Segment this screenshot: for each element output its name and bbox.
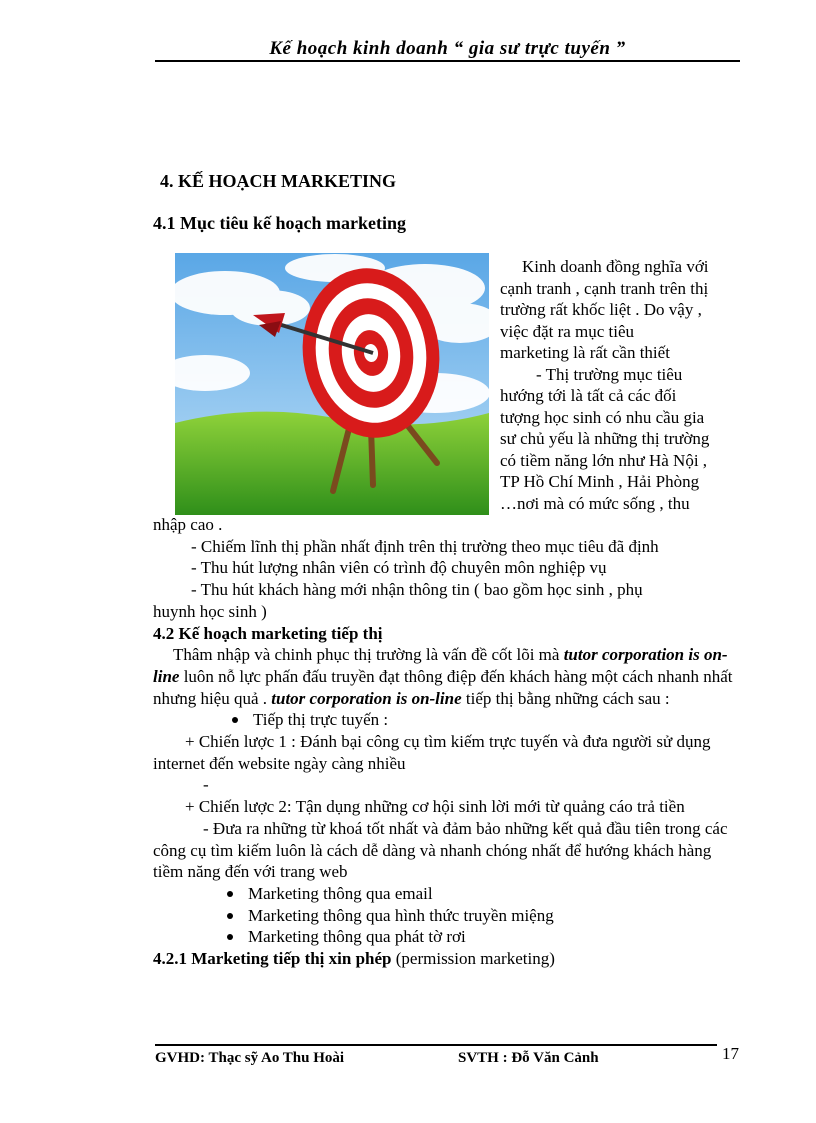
goal-market-share: - Chiếm lĩnh thị phần nhất định trên thị trường theo mục tiêu đã định [191, 536, 659, 556]
intro-line: việc đặt ra mục tiêu [500, 321, 635, 341]
body-text [153, 514, 738, 970]
list-item: Marketing thông qua phát tờ rơi [153, 926, 738, 948]
goal-staff: - Thu hút lượng nhân viên có trình độ chuyên môn nghiệp vụ [191, 558, 607, 578]
footer-student: SVTH : Đỗ Văn Cảnh [458, 1050, 599, 1066]
keywords-paragraph: - Đưa ra những từ khoá tốt nhất và đảm bảo những kết quả đầu tiên trong các công cụ tìm kiếm luôn là cách dễ dàng và nhanh chóng nhất để hướng khách hàng tiềm năng đến với trang web [153, 818, 728, 882]
brand-name: tutor corporation is on-line [271, 688, 462, 708]
intro-line: trường rất khốc liệt . Do vậy , [500, 300, 702, 319]
list-item: Marketing thông qua email [153, 883, 738, 905]
page-number: 17 [722, 1044, 739, 1063]
list-item: Tiếp thị trực tuyến : [153, 709, 738, 731]
intro-line: hướng tới là tất cả các đối [500, 386, 677, 405]
intro-line: sư chủ yếu là những thị trường [500, 429, 710, 448]
bullet-icon [232, 717, 238, 723]
bullet-icon [227, 934, 233, 940]
online-marketing-bullet [153, 709, 738, 731]
intro-line: marketing là rất cần thiết [500, 343, 670, 362]
marketing-channels-list [153, 883, 738, 948]
list-item: Marketing thông qua hình thức truyền miệng [153, 905, 738, 927]
intro-line: Kinh doanh đồng nghĩa với [522, 257, 709, 276]
intro-line: …nơi mà có mức sống , thu [500, 493, 690, 513]
section-title: 4. KẾ HOẠCH MARKETING [160, 171, 397, 191]
subsection-title-4-1: 4.1 Mục tiêu kế hoạch marketing [153, 213, 406, 233]
goal-customers-cont: huynh học sinh ) [153, 601, 267, 621]
intro-paragraph [500, 256, 740, 514]
subsection-title-4-2-1: 4.2.1 Marketing tiếp thị xin phép (permission marketing) [153, 949, 555, 969]
dash-line: - [203, 775, 209, 795]
bullet-icon [227, 891, 233, 897]
header-title: Kế hoạch kinh doanh “ gia sư trực tuyến ” [269, 38, 626, 59]
footer-supervisor: GVHD: Thạc sỹ Ao Thu Hoài [155, 1050, 345, 1066]
intro-line: TP Hồ Chí Minh , Hải Phòng [500, 472, 700, 491]
target-illustration [175, 253, 489, 515]
brand-name: tutor corporation is on-line [153, 645, 728, 686]
intro-line: có tiềm năng lớn như Hà Nội , [500, 450, 708, 470]
intro-line: - Thị trường mục tiêu [536, 364, 683, 384]
subsection-title-4-2: 4.2 Kế hoạch marketing tiếp thị [153, 623, 383, 643]
intro-line: cạnh tranh , cạnh tranh trên thị [500, 278, 709, 298]
body-line: nhập cao . [153, 515, 223, 534]
strategy-1: + Chiến lược 1 : Đánh bại công cụ tìm kiếm trực tuyến và đưa người sử dụng internet đến website ngày càng nhiều [153, 732, 711, 773]
bullet-icon [227, 913, 233, 919]
footer-rule [155, 1044, 717, 1046]
goal-customers: - Thu hút khách hàng mới nhận thông tin ( bao gồm học sinh , phụ [191, 580, 643, 600]
marketing-paragraph: Thâm nhập và chinh phục thị trường là vấn đề cốt lõi mà tutor corporation is on-line luôn nỗ lực phấn đấu truyền đạt thông điệp đến khách hàng một cách nhanh nhất nhưng hiệu quả . tutor corporation is on-line tiếp thị bằng những cách sau : [153, 645, 733, 708]
archery-target-icon [175, 253, 489, 515]
intro-line: tượng học sinh có nhu cầu gia [500, 407, 705, 427]
header-rule [155, 60, 740, 62]
strategy-2: + Chiến lược 2: Tận dụng những cơ hội sinh lời mới từ quảng cáo trả tiền [185, 797, 685, 817]
